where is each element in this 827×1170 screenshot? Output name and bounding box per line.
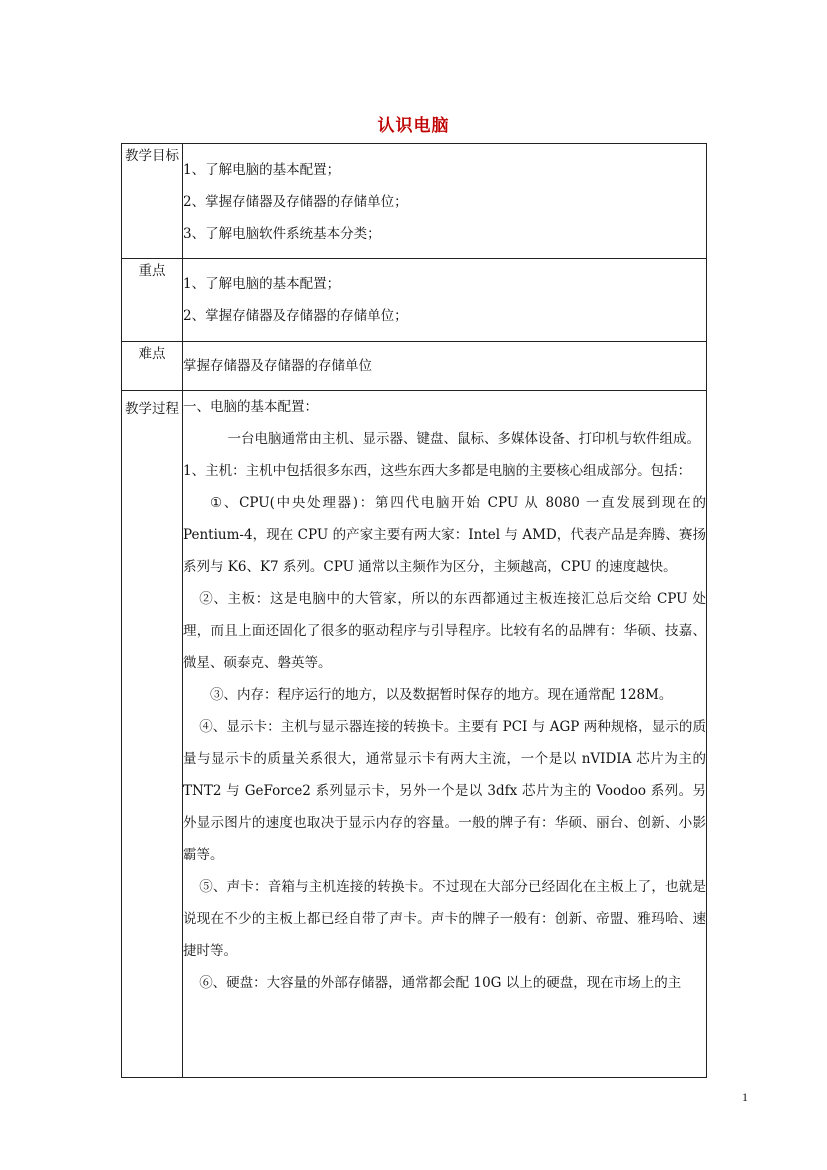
table-row-key xyxy=(122,259,707,342)
process-sound-card: ⑤、声卡：音箱与主机连接的转换卡。不过现在大部分已经固化在主板上了，也就是说现在不少的主板上都已经自带了声卡。声卡的牌子一般有：创新、帝盟、雅玛哈、速捷时等。 xyxy=(183,879,706,959)
key-label: 重点 xyxy=(122,259,183,342)
page-number: 1 xyxy=(742,1090,748,1104)
process-intro: 一台电脑通常由主机、显示器、键盘、鼠标、多媒体设备、打印机与软件组成。 xyxy=(227,431,701,447)
key-item-1: 1、了解电脑的基本配置； xyxy=(183,276,341,292)
lesson-plan-table xyxy=(121,143,707,1078)
process-label: 教学过程 xyxy=(122,391,183,1078)
goals-item-2: 2、掌握存储器及存储器的存储单位； xyxy=(183,194,408,210)
process-hard-disk: ⑥、硬盘：大容量的外部存储器，通常都会配 10G 以上的硬盘，现在市场上的主 xyxy=(199,975,682,991)
table-row-process xyxy=(122,391,707,1078)
goals-label: 教学目标 xyxy=(122,144,183,259)
difficulty-label: 难点 xyxy=(122,342,183,391)
process-host: 1、主机：主机中包括很多东西，这些东西大多都是电脑的主要核心组成部分。包括： xyxy=(183,463,692,479)
process-heading: 一、电脑的基本配置： xyxy=(183,399,318,415)
process-memory: ③、内存：程序运行的地方，以及数据暂时保存的地方。现在通常配 128M。 xyxy=(210,687,673,703)
goals-content xyxy=(183,144,707,259)
difficulty-content xyxy=(183,342,707,391)
process-display-card: ④、显示卡：主机与显示器连接的转换卡。主要有 PCI 与 AGP 两种规格，显示的质量与显示卡的质量关系很大，通常显示卡有两大主流，一个是以 nVIDIA 芯片为主的 TNT2 与 GeForce2 系列显示卡，另外一个是以 3dfx 芯片为主的 Voodoo 系列。另外显示图片的速度也取决于显示内存的容量。一般的牌子有：华硕、丽台、创新、小影霸等。 xyxy=(183,719,706,863)
table-row-goals xyxy=(122,144,707,259)
difficulty-text: 掌握存储器及存储器的存储单位 xyxy=(183,358,372,374)
goals-item-3: 3、了解电脑软件系统基本分类； xyxy=(183,226,381,242)
goals-item-1: 1、了解电脑的基本配置； xyxy=(183,162,341,178)
process-mainboard: ②、主板：这是电脑中的大管家，所以的东西都通过主板连接汇总后交给 CPU 处理，而且上面还固化了很多的驱动程序与引导程序。比较有名的品牌有：华硕、技嘉、微星、硕泰克、磐英等。 xyxy=(183,591,706,671)
process-cpu: ①、CPU(中央处理器)：第四代电脑开始 CPU 从 8080 一直发展到现在的 Pentium-4，现在 CPU 的产家主要有两大家：Intel 与 AMD，代表产品是奔腾、赛扬系列与 K6、K7 系列。CPU 通常以主频作为区分，主频越高，CPU 的速度越快。 xyxy=(183,495,706,575)
process-content xyxy=(183,391,707,1078)
document-title: 认识电脑 xyxy=(377,116,450,136)
table-row-difficulty xyxy=(122,342,707,391)
key-item-2: 2、掌握存储器及存储器的存储单位； xyxy=(183,308,408,324)
key-content xyxy=(183,259,707,342)
